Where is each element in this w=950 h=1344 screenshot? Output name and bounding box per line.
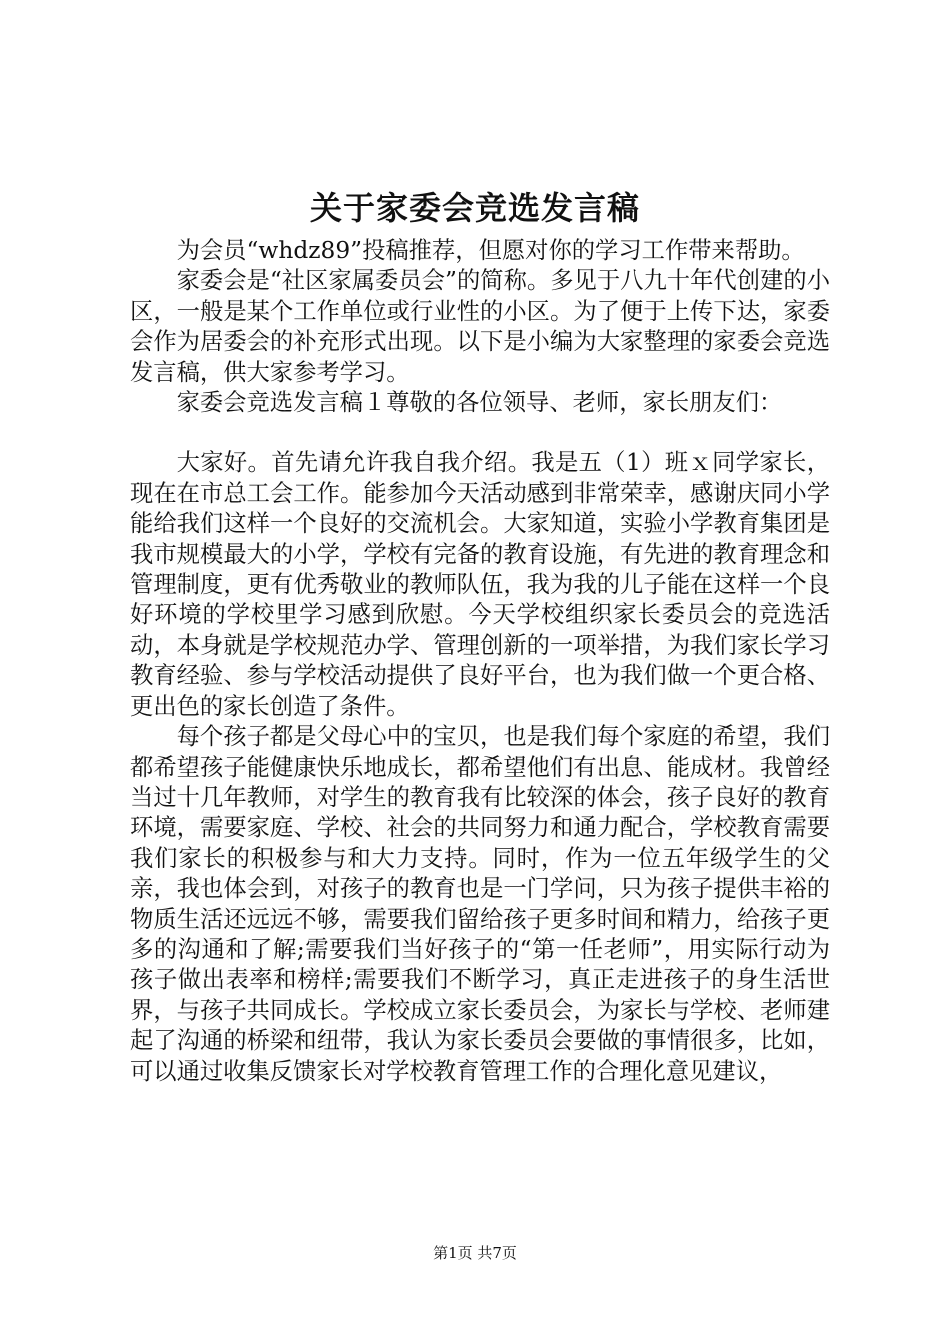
paragraph-greeting: 家委会竞选发言稿１尊敬的各位领导、老师，家长朋友们： — [176, 389, 783, 417]
page-footer: 第1页 共7页 — [433, 1244, 517, 1262]
page-title: 关于家委会竞选发言稿 — [309, 189, 640, 227]
document-body — [130, 236, 830, 1087]
paragraph-definition: 家委会是“社区家属委员会”的简称。多见于八九十年代创建的小区，一般是某个工作单位或行业性的小区。为了便于上传下达，家委会作为居委会的补充形式出现。以下是小编为大家整理的家委会竞选发言稿，供大家参考学习。 — [130, 267, 830, 386]
paragraph-education-views: 每个孩子都是父母心中的宝贝，也是我们每个家庭的希望，我们都希望孩子能健康快乐地成长，都希望他们有出息、能成材。我曾经当过十几年教师，对学生的教育我有比较深的体会，孩子良好的教育环境，需要家庭、学校、社会的共同努力和通力配合，学校教育需要我们家长的积极参与和大力支持。同时，作为一位五年级学生的父亲，我也体会到，对孩子的教育也是一门学问，只为孩子提供丰裕的物质生活还远远不够，需要我们留给孩子更多时间和精力，给孩子更多的沟通和了解;需要我们当好孩子的“第一任老师”，用实际行动为孩子做出表率和榜样;需要我们不断学习，真正走进孩子的身生活世界，与孩子共同成长。学校成立家长委员会，为家长与学校、老师建起了沟通的桥梁和纽带，我认为家长委员会要做的事情很多，比如，可以通过收集反馈家长对学校教育管理工作的合理化意见建议， — [130, 723, 830, 1085]
paragraph-self-introduction: 大家好。首先请允许我自我介绍。我是五（1）班ｘ同学家长，现在在市总工会工作。能参加今天活动感到非常荣幸，感谢庆同小学能给我们这样一个良好的交流机会。大家知道，实验小学教育集团是我市规模最大的小学，学校有完备的教育设施，有先进的教育理念和管理制度，更有优秀敬业的教师队伍，我为我的儿子能在这样一个良好环境的学校里学习感到欣慰。今天学校组织家长委员会的竞选活动，本身就是学校规范办学、管理创新的一项举措，为我们家长学习教育经验、参与学校活动提供了良好平台，也为我们做一个更合格、更出色的家长创造了条件。 — [130, 449, 830, 720]
paragraph-intro: 为会员“whdz89”投稿推荐，但愿对你的学习工作带来帮助。 — [176, 237, 805, 264]
